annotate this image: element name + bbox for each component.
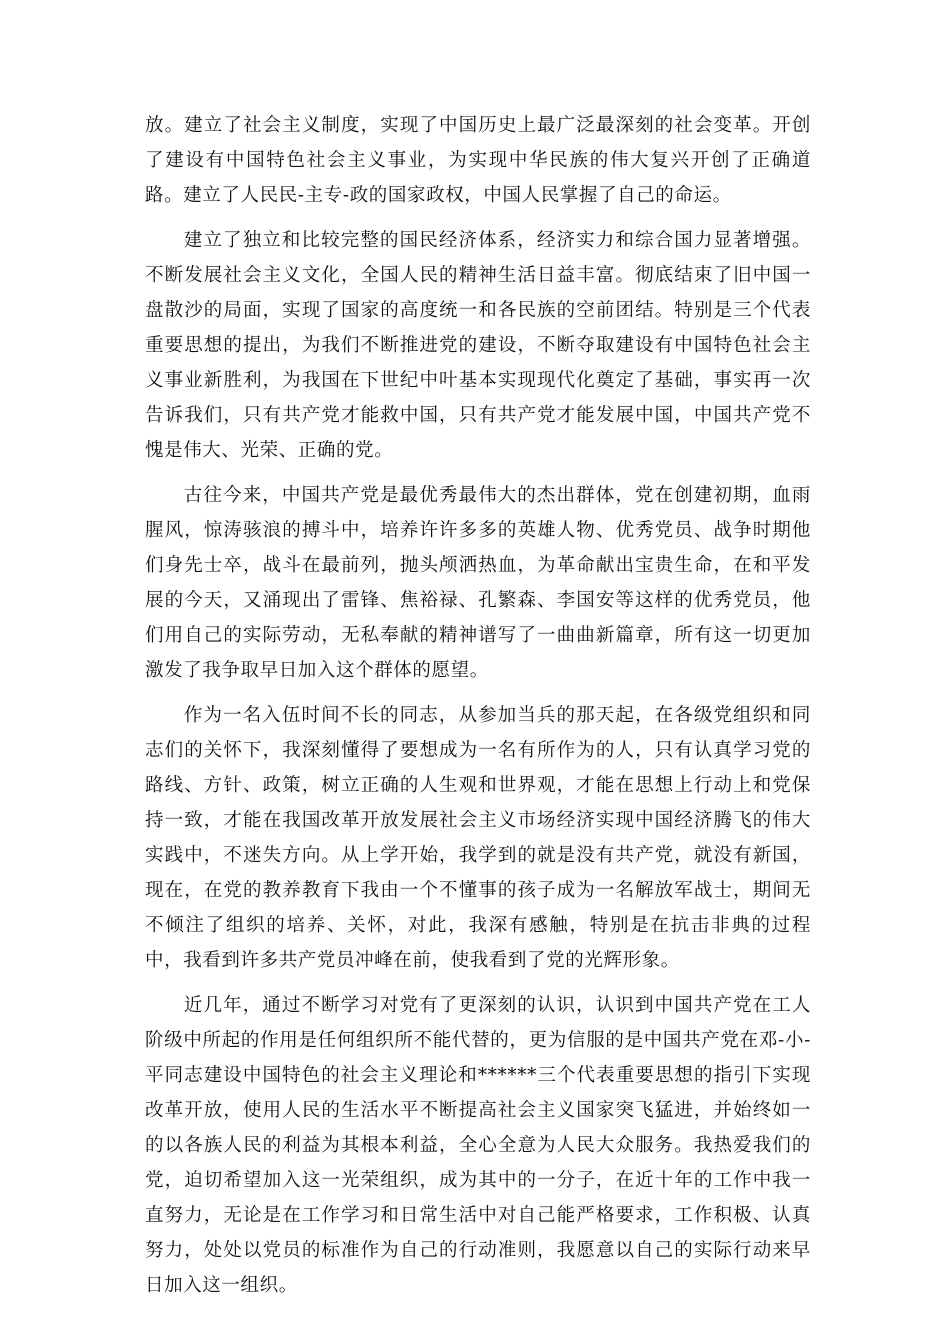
paragraph-4: 作为一名入伍时间不长的同志，从参加当兵的那天起，在各级党组织和同志们的关怀下，我深刻懂得了要想成为一名有所作为的人，只有认真学习党的路线、方针、政策，树立正确的人生观和世界观，才能在思想上行动上和党保持一致，才能在我国改革开放发展社会主义市场经济实现中国经济腾飞的伟大实践中，不迷失方向。从上学开始，我学到的就是没有共产党，就没有新国，现在，在党的教养教育下我由一个不懂事的孩子成为一名解放军战士，期间无不倾注了组织的培养、关怀，对此，我深有感触，特别是在抗击非典的过程中，我看到许多共产党员冲峰在前，使我看到了党的光辉形象。 — [145, 705, 811, 971]
paragraph-1: 放。建立了社会主义制度，实现了中国历史上最广泛最深刻的社会变革。开创了建设有中国特色社会主义事业，为实现中华民族的伟大复兴开创了正确道路。建立了人民民-主专-政的国家政权，中国人民掌握了自己的命运。 — [145, 115, 811, 206]
document-body — [145, 108, 811, 1313]
paragraph-2: 建立了独立和比较完整的国民经济体系，经济实力和综合国力显著增强。不断发展社会主义文化，全国人民的精神生活日益丰富。彻底结束了旧中国一盘散沙的局面，实现了国家的高度统一和各民族的空前团结。特别是三个代表重要思想的提出，为我们不断推进党的建设，不断夺取建设有中国特色社会主义事业新胜利，为我国在下世纪中叶基本实现现代化奠定了基础，事实再一次告诉我们，只有共产党才能救中国，只有共产党才能发展中国，中国共产党不愧是伟大、光荣、正确的党。 — [145, 230, 811, 461]
paragraph-3: 古往今来，中国共产党是最优秀最伟大的杰出群体，党在创建初期，血雨腥风，惊涛骇浪的搏斗中，培养许许多多的英雄人物、优秀党员、战争时期他们身先士卒，战斗在最前列，抛头颅洒热血，为革命献出宝贵生命，在和平发展的今天，又涌现出了雷锋、焦裕禄、孔繁森、李国安等这样的优秀党员，他们用自己的实际劳动，无私奉献的精神谱写了一曲曲新篇章，所有这一切更加激发了我争取早日加入这个群体的愿望。 — [145, 485, 811, 681]
paragraph-5: 近几年，通过不断学习对党有了更深刻的认识，认识到中国共产党在工人阶级中所起的作用是任何组织所不能代替的，更为信服的是中国共产党在邓-小-平同志建设中国特色的社会主义理论和******三个代表重要思想的指引下实现改革开放，使用人民的生活水平不断提高社会主义国家突飞猛进，并始终如一的以各族人民的利益为其根本利益，全心全意为人民大众服务。我热爱我们的党，迫切希望加入这一光荣组织，成为其中的一分子，在近十年的工作中我一直努力，无论是在工作学习和日常生活中对自己能严格要求，工作积极、认真努力，处处以党员的标准作为自己的行动准则，我愿意以自己的实际行动来早日加入这一组织。 — [145, 995, 811, 1296]
